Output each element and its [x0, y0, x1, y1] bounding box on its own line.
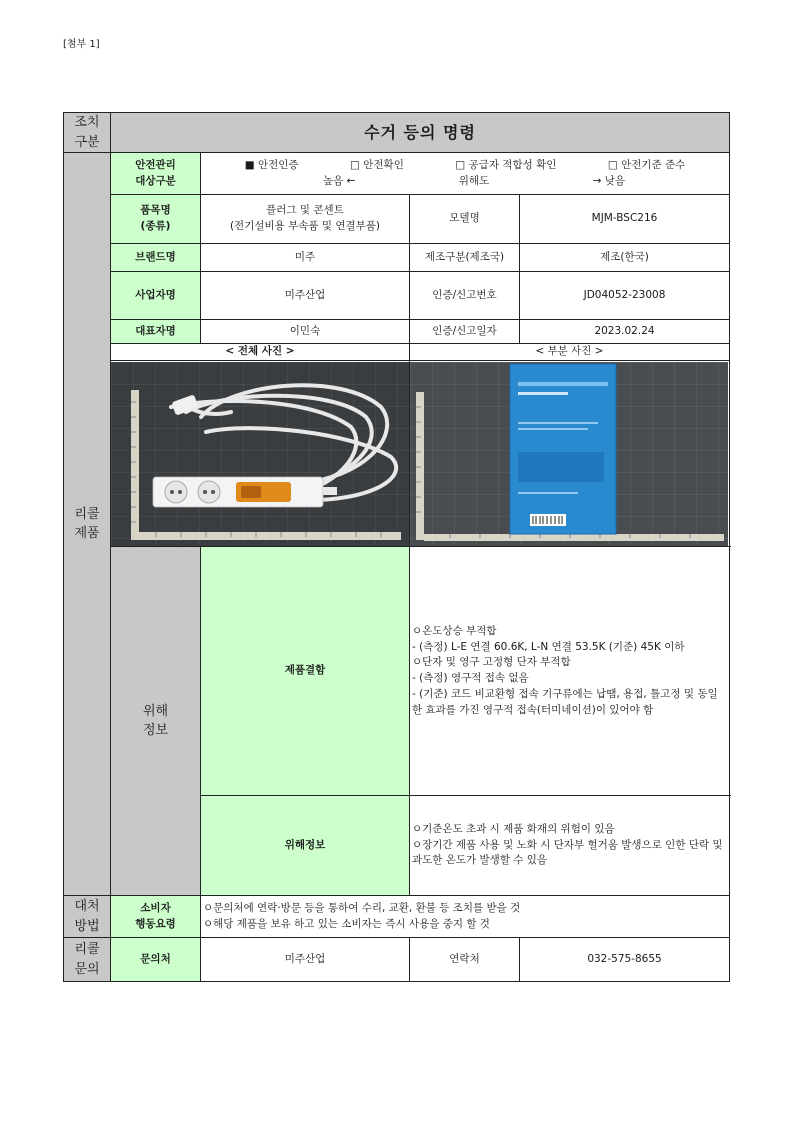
photo-part	[410, 361, 730, 547]
risk-label: 위해정보	[201, 796, 410, 896]
contact-label: 연락처	[410, 938, 520, 982]
safety-option-3: □ 공급자 적합성 확인	[455, 158, 557, 171]
action-line-2: ㅇ해당 제품을 보유 하고 있는 소비자는 즉시 사용을 중지 할 것	[203, 917, 490, 930]
inquiry-label: 문의처	[111, 938, 201, 982]
recall-notice-table	[63, 112, 730, 982]
recall-product-group: 리콜 제품	[64, 153, 111, 896]
inquiry-value: 미주산업	[201, 938, 410, 982]
action-line-1: ㅇ문의처에 연락·방문 등을 통하여 수리, 교환, 환불 등 조치를 받을 것	[203, 901, 521, 914]
attachment-label: [첨부 1]	[63, 39, 100, 50]
model-name-value: MJM-BSC216	[520, 195, 730, 244]
safety-mgmt-value	[201, 153, 730, 195]
action-group: 대처 방법	[64, 896, 111, 938]
item-name-value: 플러그 및 콘센트 (전기설비용 부속품 및 연결부품)	[201, 195, 410, 244]
power-strip-photo	[111, 362, 409, 546]
business-label: 사업자명	[111, 272, 201, 320]
risk-line-1: ㅇ기준온도 초과 시 제품 화재의 위험이 있음	[412, 822, 615, 835]
manufacture-value: 제조(한국)	[520, 244, 730, 272]
defect-label: 제품결함	[201, 547, 410, 796]
inquiry-group: 리콜 문의	[64, 938, 111, 982]
defect-description	[410, 547, 730, 796]
defect-line-4: - (측정) 영구적 접속 없음	[412, 672, 529, 684]
safety-option-2: □ 안전확인	[350, 158, 404, 171]
page-title: 수거 등의 명령	[111, 113, 730, 153]
representative-label: 대표자명	[111, 320, 201, 344]
business-value: 미주산업	[201, 272, 410, 320]
risk-scale-mid: 위해도	[458, 174, 490, 187]
defect-line-3: ㅇ단자 및 영구 고정형 단자 부적합	[412, 656, 571, 669]
representative-value: 이민숙	[201, 320, 410, 344]
cert-date-label: 인증/신고일자	[410, 320, 520, 344]
photo-full-label: < 전체 사진 >	[111, 344, 410, 361]
defect-line-5: - (기준) 코드 비교환형 접속 기구류에는 납땜, 용접, 틀고정 및 동일한 효과를 가진 영구적 접속(터미네이션)이 있어야 함	[412, 687, 718, 716]
brand-value: 미주	[201, 244, 410, 272]
brand-label: 브랜드명	[111, 244, 201, 272]
safety-mgmt-label: 안전관리 대상구분	[111, 153, 201, 195]
item-name-label: 품목명 (종류)	[111, 195, 201, 244]
risk-scale-low: → 낮음	[592, 174, 625, 187]
consumer-action-description	[201, 896, 730, 938]
manufacture-label: 제조구분(제조국)	[410, 244, 520, 272]
defect-line-1: ㅇ온도상승 부적합	[412, 624, 497, 637]
hazard-group: 위해 정보	[111, 547, 201, 896]
safety-option-4: □ 안전기준 준수	[607, 158, 686, 171]
photo-part-label: < 부분 사진 >	[410, 344, 730, 361]
cert-number-value: JD04052-23008	[520, 272, 730, 320]
contact-value: 032-575-8655	[520, 938, 730, 982]
defect-line-2: - (측정) L-E 연결 60.6K, L-N 연결 53.5K (기준) 45K 이하	[412, 640, 685, 653]
consumer-action-label: 소비자 행동요령	[111, 896, 201, 938]
safety-option-1: ■ 안전인증	[244, 158, 299, 171]
model-name-label: 모델명	[410, 195, 520, 244]
category-label: 조치 구분	[64, 113, 111, 153]
packaging-photo	[410, 362, 728, 546]
photo-full	[111, 361, 410, 547]
cert-number-label: 인증/신고번호	[410, 272, 520, 320]
risk-scale-high: 높음 ←	[323, 174, 356, 187]
cert-date-value: 2023.02.24	[520, 320, 730, 344]
risk-line-2: ㅇ장기간 제품 사용 및 노화 시 단자부 헐거움 발생으로 인한 단락 및 과도한 온도가 발생할 수 있음	[412, 838, 723, 867]
risk-description	[410, 796, 730, 896]
